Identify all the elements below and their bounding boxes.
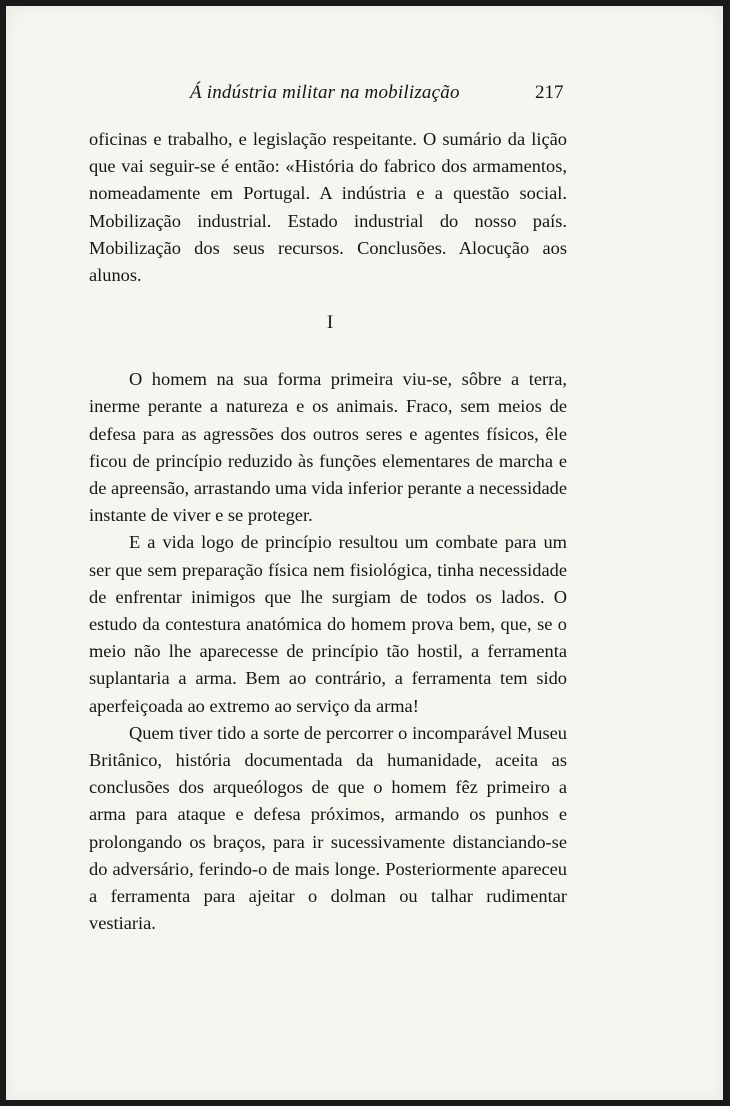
running-header bbox=[6, 82, 723, 112]
paragraph-1: O homem na sua forma primeira viu-se, sôbre a terra, inerme perante a natureza e os animais. Fraco, sem meios de defesa para as agressões dos outros seres e agentes físicos, êle ficou de princípio reduzido às funções elementares de marcha e de apreensão, arrastando uma vida inferior perante a necessidade instante de viver e se proteger. bbox=[89, 369, 567, 526]
running-title: Á indústria militar na mobilização bbox=[190, 82, 460, 103]
page-number: 217 bbox=[535, 82, 564, 103]
paragraph-2: E a vida logo de princípio resultou um combate para um ser que sem preparação física nem fisiológica, tinha necessidade de enfrentar inimigos que lhe surgiam de todos os lados. O estudo da contestura anatómica do homem prova bem, que, se o meio não lhe aparecesse de princípio tão hostil, a ferramenta suplantaria a arma. Bem ao contrário, a ferramenta tem sido aperfeiçoada ao extremo ao serviço da arma! bbox=[89, 532, 567, 716]
section-heading: I bbox=[326, 312, 334, 334]
book-page bbox=[6, 6, 723, 1100]
paragraph-3: Quem tiver tido a sorte de percorrer o incomparável Museu Britânico, história documentada da humanidade, aceita as conclusões dos arqueólogos de que o homem fêz primeiro a arma para ataque e defesa próximos, armando os punhos e prolongando os braços, para ir sucessivamente distanciando-se do adversário, ferindo-o de mais longe. Posteriormente apareceu a ferramenta para ajeitar o dolman ou talhar rudimentar vestiaria. bbox=[89, 722, 567, 934]
body-text bbox=[89, 126, 567, 937]
paragraph-continuation: oficinas e trabalho, e legislação respeitante. O sumário da lição que vai seguir-se é então: «História do fabrico dos armamentos, nomeadamente em Portugal. A indústria e a questão social. Mobilização industrial. Estado industrial do nosso país. Mobilização dos seus recursos. Conclusões. Alocução aos alunos. bbox=[89, 129, 567, 286]
